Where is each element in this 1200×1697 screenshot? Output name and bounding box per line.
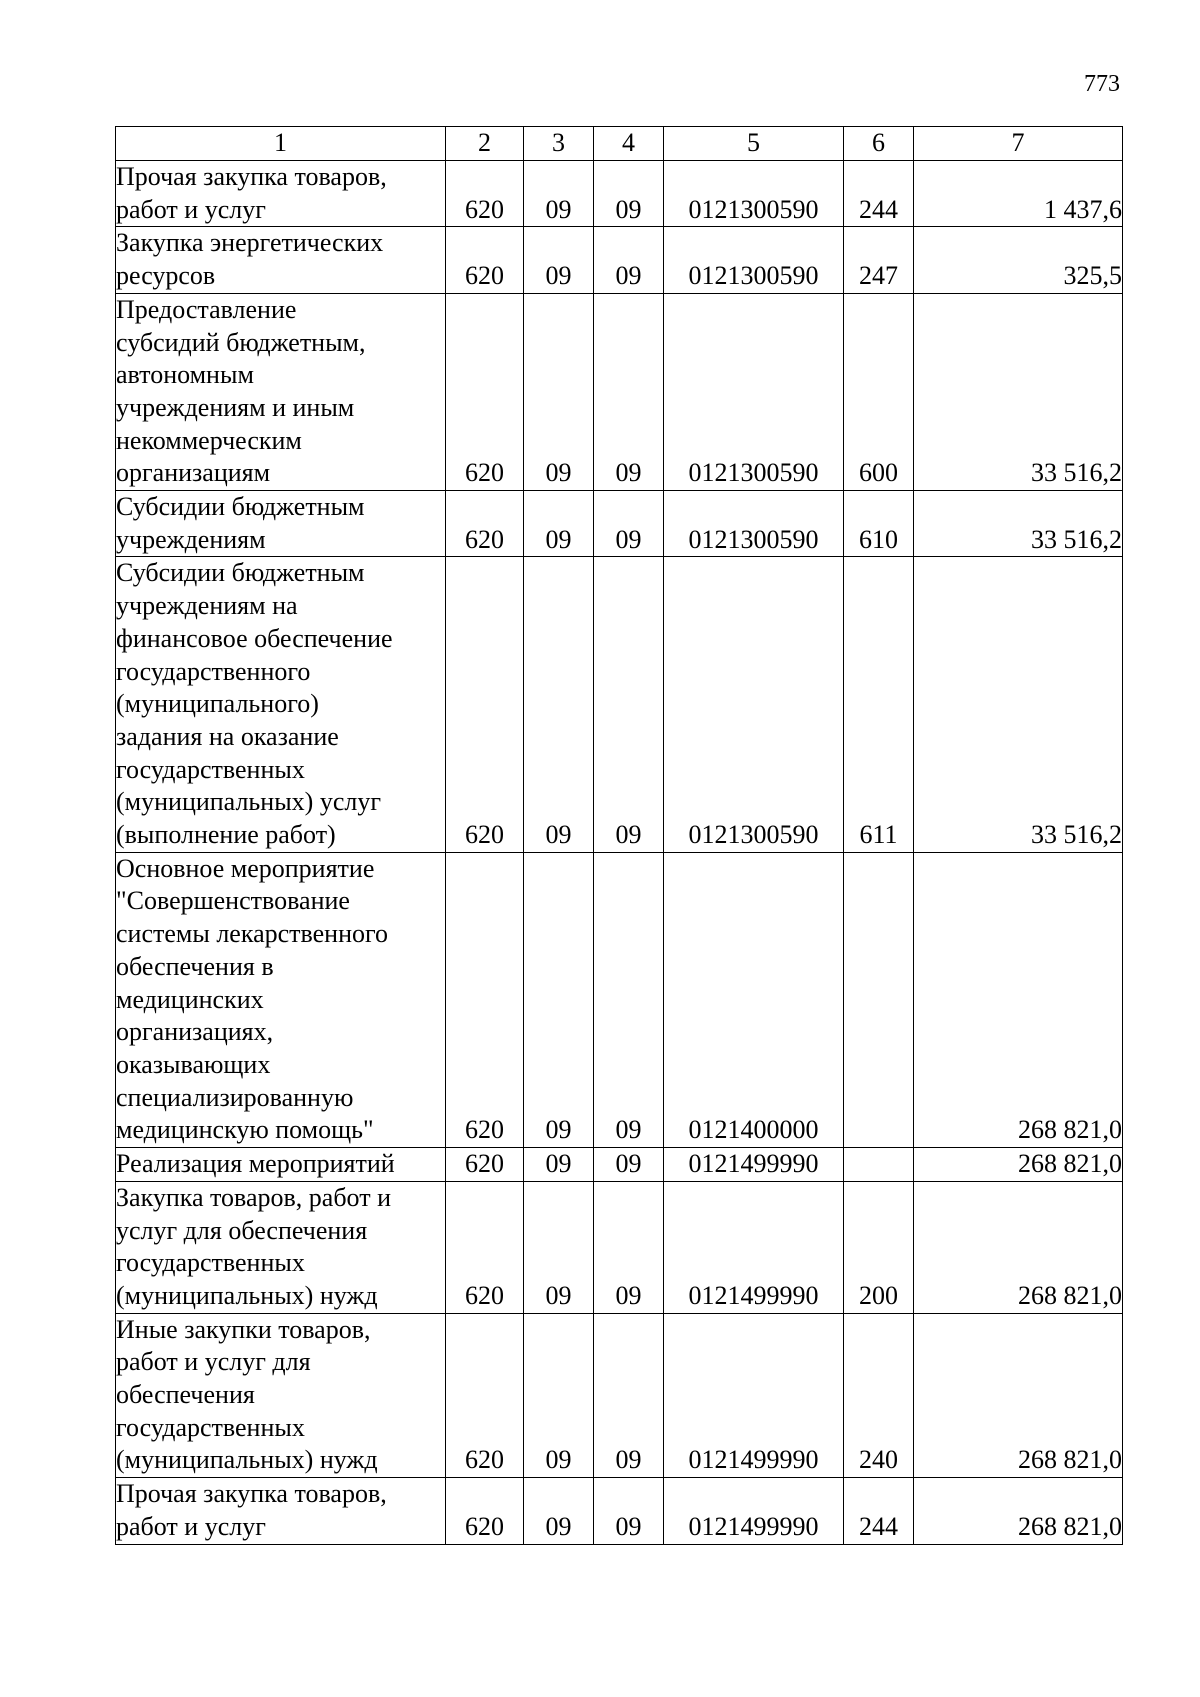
table-row: [116, 1478, 1123, 1544]
column-3-cell: 09: [524, 1148, 594, 1182]
table-row: [116, 1148, 1123, 1182]
item-name-line: организациям: [116, 458, 271, 488]
column-3-cell: 09: [524, 161, 594, 227]
item-name-line: государственных: [116, 1248, 305, 1278]
column-4-cell: 09: [594, 852, 664, 1147]
item-name-line: Предоставление: [116, 294, 297, 324]
column-5-cell: 0121499990: [664, 1478, 844, 1544]
column-2-cell: 620: [446, 1478, 524, 1544]
column-header-1: 1: [116, 127, 446, 161]
column-4-cell: 09: [594, 1181, 664, 1313]
item-name-cell: [116, 491, 446, 557]
column-5-cell: 0121499990: [664, 1313, 844, 1478]
column-2-cell: 620: [446, 1181, 524, 1313]
item-name-line: системы лекарственного: [116, 919, 389, 949]
item-name-line: учреждениям и иным: [116, 392, 355, 422]
item-name-cell: [116, 293, 446, 490]
page-number: 773: [1084, 71, 1120, 97]
item-name-line: Субсидии бюджетным: [116, 492, 365, 522]
item-name-line: учреждениям на: [116, 591, 298, 621]
column-7-cell: 268 821,0: [914, 1478, 1123, 1544]
item-name-line: (муниципальных) нужд: [116, 1280, 378, 1310]
column-7-cell: 268 821,0: [914, 1181, 1123, 1313]
column-header-6: 6: [844, 127, 914, 161]
item-name-line: государственных: [116, 754, 305, 784]
item-name-line: Закупка энергетических: [116, 228, 384, 258]
table-row: [116, 491, 1123, 557]
column-7-cell: 33 516,2: [914, 491, 1123, 557]
column-3-cell: 09: [524, 557, 594, 852]
column-3-cell: 09: [524, 852, 594, 1147]
item-name-line: субсидий бюджетным,: [116, 327, 366, 357]
item-name-line: Прочая закупка товаров,: [116, 162, 387, 191]
item-name-line: ресурсов: [116, 261, 216, 291]
column-7-cell: 268 821,0: [914, 852, 1123, 1147]
item-name-cell: [116, 227, 446, 293]
column-7-cell: 33 516,2: [914, 293, 1123, 490]
item-name-line: (выполнение работ): [116, 820, 336, 850]
item-name-line: организациях,: [116, 1017, 274, 1047]
column-5-cell: 0121300590: [664, 227, 844, 293]
column-5-cell: 0121300590: [664, 557, 844, 852]
item-name-line: обеспечения: [116, 1380, 255, 1410]
column-7-cell: 325,5: [914, 227, 1123, 293]
table-row: [116, 293, 1123, 490]
column-4-cell: 09: [594, 227, 664, 293]
column-3-cell: 09: [524, 1313, 594, 1478]
column-header-3: 3: [524, 127, 594, 161]
item-name-line: государственных: [116, 1412, 305, 1442]
column-7-cell: 33 516,2: [914, 557, 1123, 852]
column-5-cell: 0121499990: [664, 1148, 844, 1182]
column-4-cell: 09: [594, 491, 664, 557]
column-5-cell: 0121400000: [664, 852, 844, 1147]
item-name-line: финансовое обеспечение: [116, 623, 393, 653]
column-2-cell: 620: [446, 1313, 524, 1478]
table-body: [116, 161, 1123, 1545]
item-name-line: задания на оказание: [116, 721, 339, 751]
item-name-line: Реализация мероприятий: [116, 1149, 395, 1179]
item-name-cell: [116, 1148, 446, 1182]
column-6-cell: 240: [844, 1313, 914, 1478]
column-3-cell: 09: [524, 491, 594, 557]
column-7-cell: 1 437,6: [914, 161, 1123, 227]
table-row: [116, 557, 1123, 852]
item-name-line: специализированную: [116, 1082, 354, 1112]
table-row: [116, 852, 1123, 1147]
column-6-cell: [844, 852, 914, 1147]
budget-table: [115, 126, 1123, 1545]
column-6-cell: [844, 1148, 914, 1182]
column-4-cell: 09: [594, 1148, 664, 1182]
column-header-5: 5: [664, 127, 844, 161]
table-row: [116, 1181, 1123, 1313]
item-name-line: обеспечения в: [116, 951, 274, 981]
column-5-cell: 0121300590: [664, 293, 844, 490]
column-4-cell: 09: [594, 1478, 664, 1544]
item-name-line: медицинских: [116, 984, 264, 1014]
column-2-cell: 620: [446, 852, 524, 1147]
column-3-cell: 09: [524, 227, 594, 293]
column-6-cell: 200: [844, 1181, 914, 1313]
column-2-cell: 620: [446, 293, 524, 490]
column-6-cell: 600: [844, 293, 914, 490]
column-6-cell: 611: [844, 557, 914, 852]
item-name-line: государственного: [116, 656, 311, 686]
item-name-cell: [116, 557, 446, 852]
table-row: [116, 1313, 1123, 1478]
column-4-cell: 09: [594, 1313, 664, 1478]
column-header-2: 2: [446, 127, 524, 161]
column-6-cell: 244: [844, 161, 914, 227]
item-name-line: (муниципального): [116, 689, 319, 719]
item-name-line: автономным: [116, 360, 254, 390]
item-name-cell: [116, 1181, 446, 1313]
item-name-line: услуг для обеспечения: [116, 1215, 368, 1245]
column-2-cell: 620: [446, 227, 524, 293]
item-name-line: работ и услуг: [116, 1511, 266, 1541]
item-name-line: "Совершенствование: [116, 886, 350, 916]
item-name-line: Субсидии бюджетным: [116, 558, 365, 588]
column-2-cell: 620: [446, 161, 524, 227]
item-name-line: (муниципальных) нужд: [116, 1445, 378, 1475]
item-name-cell: [116, 161, 446, 227]
column-2-cell: 620: [446, 557, 524, 852]
item-name-line: учреждениям: [116, 524, 266, 554]
column-6-cell: 244: [844, 1478, 914, 1544]
column-header-7: 7: [914, 127, 1123, 161]
column-3-cell: 09: [524, 293, 594, 490]
item-name-line: (муниципальных) услуг: [116, 787, 382, 817]
header-row: [116, 127, 1123, 161]
column-5-cell: 0121499990: [664, 1181, 844, 1313]
column-3-cell: 09: [524, 1478, 594, 1544]
item-name-line: некоммерческим: [116, 425, 302, 455]
item-name-line: Иные закупки товаров,: [116, 1314, 371, 1344]
item-name-cell: [116, 1478, 446, 1544]
column-3-cell: 09: [524, 1181, 594, 1313]
column-5-cell: 0121300590: [664, 161, 844, 227]
column-5-cell: 0121300590: [664, 491, 844, 557]
table-row: [116, 227, 1123, 293]
column-7-cell: 268 821,0: [914, 1313, 1123, 1478]
item-name-line: Прочая закупка товаров,: [116, 1479, 387, 1509]
column-4-cell: 09: [594, 161, 664, 227]
item-name-line: медицинскую помощь": [116, 1115, 374, 1145]
column-6-cell: 610: [844, 491, 914, 557]
column-2-cell: 620: [446, 1148, 524, 1182]
column-4-cell: 09: [594, 557, 664, 852]
column-7-cell: 268 821,0: [914, 1148, 1123, 1182]
table-row: [116, 161, 1123, 227]
item-name-line: Основное мероприятие: [116, 853, 375, 883]
item-name-cell: [116, 852, 446, 1147]
item-name-line: Закупка товаров, работ и: [116, 1182, 391, 1212]
column-2-cell: 620: [446, 491, 524, 557]
item-name-line: работ и услуг для: [116, 1347, 311, 1377]
column-header-4: 4: [594, 127, 664, 161]
item-name-line: оказывающих: [116, 1049, 271, 1079]
item-name-line: работ и услуг: [116, 194, 266, 224]
column-6-cell: 247: [844, 227, 914, 293]
column-4-cell: 09: [594, 293, 664, 490]
item-name-cell: [116, 1313, 446, 1478]
